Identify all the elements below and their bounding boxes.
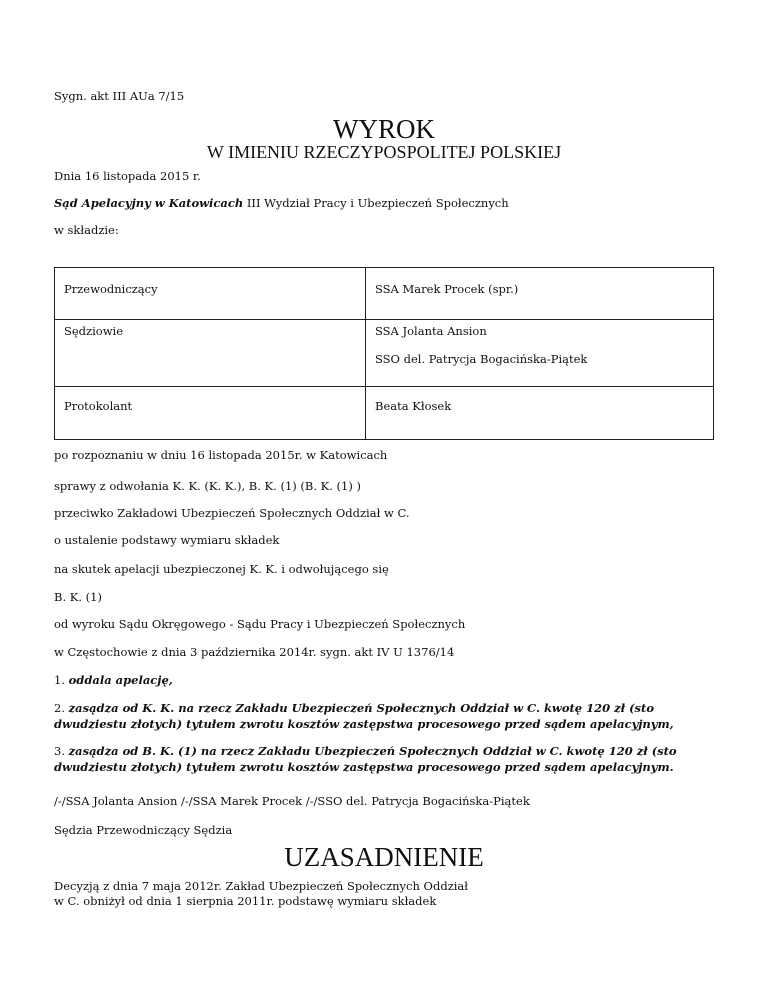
justification-line: Decyzją z dnia 7 maja 2012r. Zakład Ubezpieczeń Społecznych Oddział	[54, 879, 469, 893]
body-line: po rozpoznaniu w dniu 16 listopada 2015r. w Katowicach	[54, 448, 388, 462]
court-division: III Wydział Pracy i Ubezpieczeń Społecznych	[243, 196, 509, 210]
role-judges: Sędziowie	[64, 324, 124, 338]
signatures-line: /-/SSA Jolanta Ansion /-/SSA Marek Procek /-/SSO del. Patrycja Bogacińska-Piątek	[54, 794, 530, 808]
signature-roles: Sędzia Przewodniczący Sędzia	[54, 823, 233, 837]
justification-line: w C. obniżył od dnia 1 sierpnia 2011r. podstawę wymiaru składek	[54, 894, 437, 908]
ruling-text: zasądza od K. K. na rzecz Zakładu Ubezpieczeń Społecznych Oddział w C. kwotę 120 zł (sto dwudziestu złotych) tytułem zwrotu kosztów zastępstwa procesowego przed sądem apelacyjnym,	[54, 701, 674, 731]
names-cell	[366, 268, 714, 320]
ruling-point-3	[54, 743, 718, 775]
composition-label: w składzie:	[54, 223, 119, 237]
role-cell	[55, 320, 366, 387]
role-cell	[55, 387, 366, 440]
case-signature: Sygn. akt III AUa 7/15	[54, 89, 185, 103]
name-chair: SSA Marek Procek (spr.)	[375, 282, 519, 296]
role-clerk: Protokolant	[64, 399, 133, 413]
composition-table	[54, 267, 714, 440]
body-line: na skutek apelacji ubezpieczonej K. K. i odwołującego się	[54, 562, 389, 576]
ruling-point-2	[54, 700, 718, 732]
ruling-number: 1.	[54, 673, 65, 687]
body-line: B. K. (1)	[54, 590, 102, 604]
justification-title: UZASADNIENIE	[284, 842, 484, 872]
document-title: WYROK	[333, 114, 435, 144]
names-cell	[366, 320, 714, 387]
role-chair: Przewodniczący	[64, 282, 158, 296]
ruling-date: Dnia 16 listopada 2015 r.	[54, 169, 201, 183]
name-judge-1: SSA Jolanta Ansion	[375, 324, 487, 338]
court-name: Sąd Apelacyjny w Katowicach	[54, 196, 244, 210]
composition-row	[55, 387, 714, 440]
ruling-point-1	[54, 672, 173, 688]
composition-row	[55, 268, 714, 320]
ruling-text: oddala apelację,	[68, 673, 173, 687]
body-line: przeciwko Zakładowi Ubezpieczeń Społecznych Oddział w C.	[54, 506, 410, 520]
body-line: w Częstochowie z dnia 3 października 2014r. sygn. akt IV U 1376/14	[54, 645, 455, 659]
ruling-number: 3.	[54, 744, 65, 758]
composition-row	[55, 320, 714, 387]
court-line	[54, 195, 509, 211]
names-cell	[366, 387, 714, 440]
body-line: o ustalenie podstawy wymiaru składek	[54, 533, 280, 547]
role-cell	[55, 268, 366, 320]
ruling-number: 2.	[54, 701, 65, 715]
document-subtitle: W IMIENIU RZECZYPOSPOLITEJ POLSKIEJ	[206, 142, 562, 162]
body-line: od wyroku Sądu Okręgowego - Sądu Pracy i Ubezpieczeń Społecznych	[54, 617, 466, 631]
ruling-text: zasądza od B. K. (1) na rzecz Zakładu Ubezpieczeń Społecznych Oddział w C. kwotę 120 zł (sto dwudziestu złotych) tytułem zwrotu kosztów zastępstwa procesowego przed sądem apelacyjnym.	[54, 744, 677, 774]
name-judge-2: SSO del. Patrycja Bogacińska-Piątek	[375, 352, 588, 366]
body-line: sprawy z odwołania K. K. (K. K.), B. K. (1) (B. K. (1) )	[54, 479, 361, 493]
name-clerk: Beata Kłosek	[375, 399, 452, 413]
